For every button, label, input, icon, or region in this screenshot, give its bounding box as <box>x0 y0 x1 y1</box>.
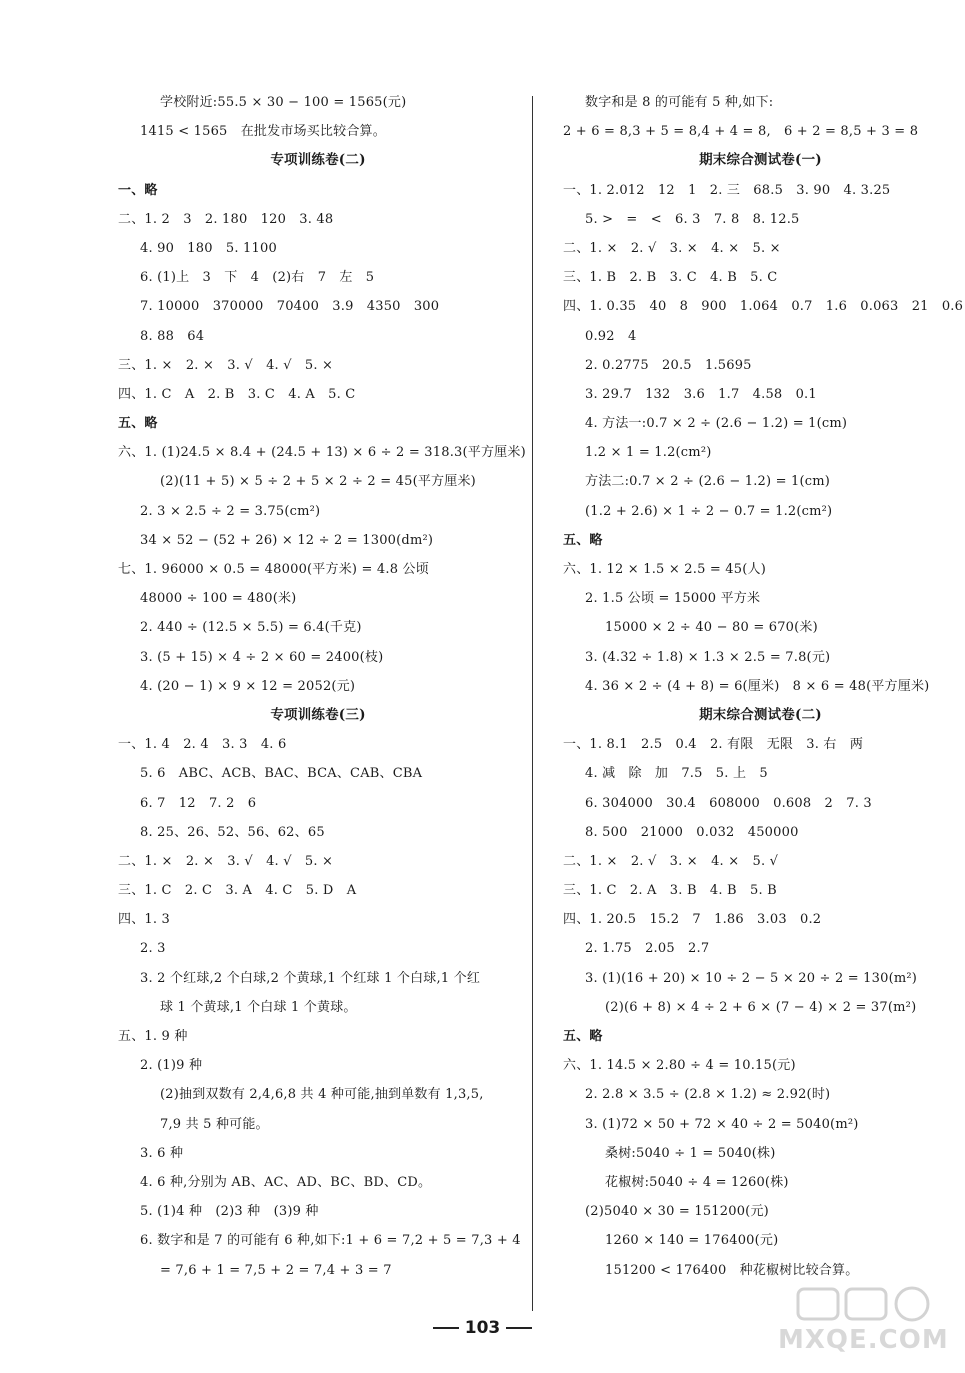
answer-line: (2)抽到双数有 2,4,6,8 共 4 种可能,抽到单数有 1,3,5, <box>160 1087 484 1103</box>
answer-line: 学校附近:55.5 × 30 − 100 = 1565(元) <box>160 95 407 110</box>
section-heading: 专项训练卷(三) <box>270 706 366 723</box>
answer-line: 2. 1.75 2.05 2.7 <box>585 941 710 957</box>
answer-line: 5. (1)4 种 (2)3 种 (3)9 种 <box>140 1204 319 1220</box>
answer-line: 数字和是 8 的可能有 5 种,如下: <box>585 95 774 110</box>
answer-line: 四、1. 0.35 40 8 900 1.064 0.7 1.6 0.063 21 0.6 <box>563 299 964 315</box>
answer-line: 34 × 52 − (52 + 26) × 12 ÷ 2 = 1300(dm²) <box>140 532 434 548</box>
answer-line: 七、1. 96000 × 0.5 = 48000(平方米) = 4.8 公顷 <box>118 562 429 577</box>
answer-line: (2)5040 × 30 = 151200(元) <box>585 1204 769 1220</box>
watermark <box>778 1285 953 1355</box>
answer-line: 5. 6 ABC、ACB、BAC、BCA、CAB、CBA <box>140 766 423 782</box>
watermark-text: MXQE.COM <box>778 1325 949 1355</box>
answer-line: 六、1. (1)24.5 × 8.4 + (24.5 + 13) × 6 ÷ 2 = 318.3(平方厘米) <box>118 445 526 461</box>
answer-line: 48000 ÷ 100 = 480(米) <box>140 591 297 607</box>
answer-line: 四、1. 20.5 15.2 7 1.86 3.03 0.2 <box>563 912 822 928</box>
answer-line: 一、1. 4 2. 4 3. 3 4. 6 <box>118 737 287 753</box>
section-heading: 期末综合测试卷(一) <box>699 152 822 169</box>
answer-line: 四、1. C A 2. B 3. C 4. A 5. C <box>118 386 356 402</box>
answer-line: 三、1. C 2. A 3. B 4. B 5. B <box>563 883 777 899</box>
answer-line: 三、1. × 2. × 3. √ 4. √ 5. × <box>118 357 334 373</box>
answer-line: 三、1. C 2. C 3. A 4. C 5. D A <box>118 883 357 899</box>
answer-line: 7. 10000 370000 70400 3.9 4350 300 <box>140 299 440 315</box>
answer-line: 五、略 <box>563 532 603 548</box>
answer-line: (1.2 + 2.6) × 1 ÷ 2 − 0.7 = 1.2(cm²) <box>585 503 833 519</box>
answer-line: 3. (1)(16 + 20) × 10 ÷ 2 − 5 × 20 ÷ 2 = 130(m²) <box>585 970 918 986</box>
answer-line: 5. > = < 6. 3 7. 8 8. 12.5 <box>585 211 800 227</box>
page-number: 103 <box>464 1318 501 1338</box>
answer-line: 3. (1)72 × 50 + 72 × 40 ÷ 2 = 5040(m²) <box>585 1116 859 1132</box>
answer-line: 2. (1)9 种 <box>140 1058 203 1074</box>
answer-line: (2)(11 + 5) × 5 ÷ 2 + 5 × 2 ÷ 2 = 45(平方厘米) <box>160 474 476 490</box>
answer-line: 五、略 <box>118 416 158 432</box>
footer-dash-left <box>433 1327 459 1329</box>
answer-line: 2. 0.2775 20.5 1.5695 <box>585 357 752 373</box>
answer-line: 一、略 <box>118 182 158 198</box>
answer-line: 2. 3 <box>140 941 166 957</box>
answer-line: 6. 7 12 7. 2 6 <box>140 795 257 811</box>
answer-line: 0.92 4 <box>585 328 637 344</box>
answer-line: = 7,6 + 1 = 7,5 + 2 = 7,4 + 3 = 7 <box>160 1262 392 1278</box>
answer-line: 15000 × 2 ÷ 40 − 80 = 670(米) <box>605 620 818 636</box>
watermark-logo-icon <box>796 1285 936 1323</box>
footer-dash-right <box>506 1327 532 1329</box>
answer-line: 8. 25、26、52、56、62、65 <box>140 824 325 840</box>
answer-line: 6. (1)上 3 下 4 (2)右 7 左 5 <box>140 270 375 286</box>
answer-line: 二、1. × 2. × 3. √ 4. √ 5. × <box>118 853 334 869</box>
answer-line: 六、1. 14.5 × 2.80 ÷ 4 = 10.15(元) <box>563 1058 796 1074</box>
answer-line: 2. 440 ÷ (12.5 × 5.5) = 6.4(千克) <box>140 620 362 636</box>
answer-line: 7,9 共 5 种可能。 <box>160 1116 269 1132</box>
answer-line: 五、略 <box>563 1029 603 1044</box>
answer-line: 1260 × 140 = 176400(元) <box>605 1233 779 1249</box>
answer-line: 151200 < 176400 种花椒树比较合算。 <box>605 1262 859 1278</box>
answer-line: 8. 88 64 <box>140 328 205 344</box>
answer-line: 方法二:0.7 × 2 ÷ (2.6 − 1.2) = 1(cm) <box>585 474 831 490</box>
answer-line: 4. 方法一:0.7 × 2 ÷ (2.6 − 1.2) = 1(cm) <box>585 416 848 432</box>
answer-line: 一、1. 2.012 12 1 2. 三 68.5 3. 90 4. 3.25 <box>563 182 891 198</box>
answer-line: 二、1. × 2. √ 3. × 4. × 5. × <box>563 240 781 256</box>
answer-line: 二、1. 2 3 2. 180 120 3. 48 <box>118 211 334 227</box>
answer-line: 五、1. 9 种 <box>118 1029 188 1044</box>
answer-line: (2)(6 + 8) × 4 ÷ 2 + 6 × (7 − 4) × 2 = 37(m²) <box>605 999 917 1015</box>
answer-line: 4. 36 × 2 ÷ (4 + 8) = 6(厘米) 8 × 6 = 48(平方厘米) <box>585 678 930 694</box>
right-column <box>563 88 964 1285</box>
answer-line: 1.2 × 1 = 1.2(cm²) <box>585 445 712 461</box>
answer-line: 三、1. B 2. B 3. C 4. B 5. C <box>563 270 778 286</box>
answer-line: 2 + 6 = 8,3 + 5 = 8,4 + 4 = 8, 6 + 2 = 8,5 + 3 = 8 <box>563 124 919 140</box>
answer-line: 一、1. 8.1 2.5 0.4 2. 有限 无限 3. 右 两 <box>563 737 864 753</box>
answer-line: 2. 2.8 × 3.5 ÷ (2.8 × 1.2) ≈ 2.92(时) <box>585 1087 831 1103</box>
answer-line: 4. 90 180 5. 1100 <box>140 240 277 256</box>
answer-line: 二、1. × 2. √ 3. × 4. × 5. √ <box>563 853 779 869</box>
left-column <box>118 88 526 1285</box>
answer-line: 1415 < 1565 在批发市场买比较合算。 <box>140 124 386 140</box>
column-divider <box>532 96 533 1311</box>
answer-line: 六、1. 12 × 1.5 × 2.5 = 45(人) <box>563 562 766 577</box>
answer-line: 3. 6 种 <box>140 1145 184 1161</box>
answer-line: 四、1. 3 <box>118 912 171 928</box>
answer-line: 花椒树:5040 ÷ 4 = 1260(株) <box>605 1174 789 1190</box>
answer-line: 4. (20 − 1) × 9 × 12 = 2052(元) <box>140 678 356 694</box>
answer-line: 3. (5 + 15) × 4 ÷ 2 × 60 = 2400(枝) <box>140 649 384 665</box>
answer-line: 4. 减 除 加 7.5 5. 上 5 <box>585 766 768 782</box>
section-heading: 期末综合测试卷(二) <box>699 706 822 723</box>
section-heading: 专项训练卷(二) <box>270 152 366 169</box>
answer-line: 8. 500 21000 0.032 450000 <box>585 824 799 840</box>
answer-line: 6. 数字和是 7 的可能有 6 种,如下:1 + 6 = 7,2 + 5 = 7,3 + 4 <box>140 1233 521 1249</box>
answer-line: 2. 3 × 2.5 ÷ 2 = 3.75(cm²) <box>140 503 321 519</box>
answer-line: 6. 304000 30.4 608000 0.608 2 7. 3 <box>585 795 872 811</box>
answer-line: 4. 6 种,分别为 AB、AC、AD、BC、BD、CD。 <box>140 1174 432 1190</box>
answer-line: 3. 29.7 132 3.6 1.7 4.58 0.1 <box>585 386 817 402</box>
answer-line: 3. 2 个红球,2 个白球,2 个黄球,1 个红球 1 个白球,1 个红 <box>140 970 481 986</box>
answer-line: 桑树:5040 ÷ 1 = 5040(株) <box>605 1145 776 1161</box>
answer-line: 球 1 个黄球,1 个白球 1 个黄球。 <box>160 999 357 1015</box>
answer-line: 3. (4.32 ÷ 1.8) × 1.3 × 2.5 = 7.8(元) <box>585 649 831 665</box>
answer-line: 2. 1.5 公顷 = 15000 平方米 <box>585 591 761 607</box>
